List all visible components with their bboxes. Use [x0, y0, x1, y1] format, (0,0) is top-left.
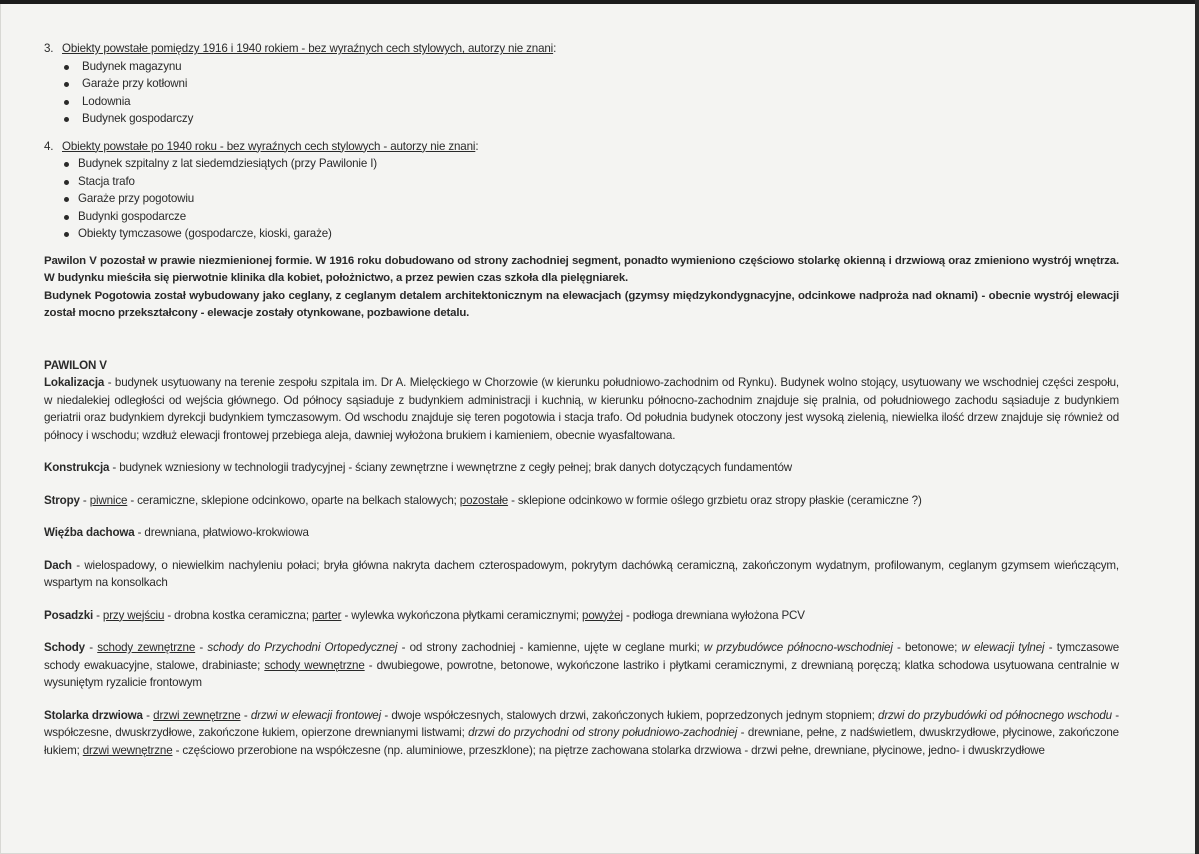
- list-item: Garaże przy kotłowni: [62, 75, 1119, 93]
- list-item: Budynek magazynu: [62, 58, 1119, 76]
- dach-paragraph: Dach - wielospadowy, o niewielkim nachyleniu połaci; bryła główna nakryta dachem czterospadowym, pokrytym dachówką ceramiczną, zakończonym wydatnym, profilowanym, ceglanym gzymsem wieńczącym, wspartym na konsolkach: [44, 558, 1119, 589]
- section-3: [44, 40, 1119, 128]
- konstrukcja-paragraph: Konstrukcja - budynek wzniesiony w technologii tradycyjnej - ściany zewnętrzne i wewnętrzne z cegły pełnej; brak danych dotyczących fundamentów: [44, 461, 792, 474]
- stropy-label: Stropy: [44, 493, 80, 507]
- section-4: [44, 138, 1119, 243]
- section-4-heading-text: Obiekty powstałe po 1940 roku - bez wyraźnych cech stylowych - autorzy nie znani: [62, 139, 476, 153]
- summary-paragraph-2: Budynek Pogotowia został wybudowany jako ceglany, z ceglanym detalem architektonicznym na elewacjach (gzymsy międzykondygnacyjne, odcinkowe nadproża nad oknami) - obecnie wystrój elewacji został mocno przekształcony - elewacje zostały otynkowane, pozbawione detalu.: [44, 289, 1119, 319]
- section-4-number: 4.: [44, 139, 54, 153]
- schody-paragraph: Schody - schody zewnętrzne - schody do Przychodni Ortopedycznej - od strony zachodniej - kamienne, ujęte w ceglane murki; w przybudówce północno-wschodniej - betonowe; w elewacji tylnej - tymczasowe schody ewakuacyjne, stalowe, drabiniaste; schody wewnętrzne - dwubiegowe, powrotne, betonowe, wykończone lastriko i płytkami ceramicznymi, z drewnianą poręczą; klatka schodowa usytuowana centralnie w wysuniętym ryzalicie frontowym: [44, 641, 1119, 689]
- summary-paragraph-1: Pawilon V pozostał w prawie niezmienionej formie. W 1916 roku dobudowano od strony zachodniej segment, ponadto wymieniono częściowo stolarkę okienną i drzwiową oraz zmieniono wystrój wnętrza. W budynku mieściła się pierwotnie klinika dla kobiet, położnictwo, a przez pewien czas szkoła dla pielęgniarek.: [44, 254, 1119, 284]
- schody-label: Schody: [44, 641, 85, 654]
- konstrukcja-label: Konstrukcja: [44, 461, 110, 474]
- list-item: Budynek gospodarczy: [62, 110, 1119, 128]
- wiezba-label: Więźba dachowa: [44, 526, 135, 539]
- section-4-list: [44, 155, 1119, 243]
- lokalizacja-label: Lokalizacja: [44, 376, 105, 389]
- lokalizacja-paragraph: Lokalizacja - budynek usytuowany na terenie zespołu szpitala im. Dr A. Mielęckiego w Chorzowie (w kierunku południowo-zachodnim od Rynku). Budynek wolno stojący, usytuowany we wschodniej części zespołu, w niedalekiej odległości od wejścia głównego. Od północy sąsiaduje z budynkiem administracji i kuchnią, w kierunku północno-zachodnim znajduje się pralnia, od południowego zachodu sąsiaduje z budynkiem geriatrii oraz budynkiem dyrekcji budynkiem tymczasowym. Od wschodu znajduje się teren pogotowia i stacja trafo. Od południa budynek otoczony jest wysoką zielenią, niewielka ilość drzew znajduje się również od północy i wschodu; wzdłuż elewacji frontowej przebiega aleja, dawniej wyłożona brukiem i kamieniem, obecnie wyasfaltowana.: [44, 376, 1119, 442]
- list-item: Stacja trafo: [62, 173, 1119, 191]
- section-4-heading: 4. Obiekty powstałe po 1940 roku - bez wyraźnych cech stylowych - autorzy nie znani:: [44, 138, 1119, 156]
- posadzki-paragraph: Posadzki - przy wejściu - drobna kostka ceramiczna; parter - wylewka wykończona płytkami ceramicznymi; powyżej - podłoga drewniana wyłożona PCV: [44, 608, 805, 622]
- list-item: Budynek szpitalny z lat siedemdziesiątych (przy Pawilonie I): [62, 155, 1119, 173]
- section-3-number: 3.: [44, 42, 54, 55]
- list-item: Lodownia: [62, 93, 1119, 111]
- posadzki-label: Posadzki: [44, 608, 94, 622]
- list-item: Budynki gospodarcze: [62, 208, 1119, 226]
- stropy-paragraph: Stropy - piwnice - ceramiczne, sklepione odcinkowo, oparte na belkach stalowych; pozostałe - sklepione odcinkowo w formie oślego grzbietu oraz stropy płaskie (ceramiczne ?): [44, 493, 922, 507]
- dach-label: Dach: [44, 558, 72, 572]
- stolarka-paragraph: Stolarka drzwiowa - drzwi zewnętrzne - drzwi w elewacji frontowej - dwoje współczesnych, stalowych drzwi, zakończonych łukiem, poprzedzonych jednym stopniem; drzwi do przybudówki od północnego wschodu - współczesne, dwuskrzydłowe, zakończone łukiem, opierzone drewnianymi listwami; drzwi do przychodni od strony południowo-zachodniej - drewniane, pełne, z nadświetlem, dwuskrzydłowe, płycinowe, zakończone łukiem; drzwi wewnętrzne - częściowo przerobione na współczesne (np. aluminiowe, przeszklone); na piętrze zachowana stolarka drzwiowa - drzwi pełne, drewniane, płycinowe, jedno- i dwuskrzydłowe: [44, 708, 1119, 757]
- list-item: Garaże przy pogotowiu: [62, 190, 1119, 208]
- section-3-heading-text: Obiekty powstałe pomiędzy 1916 i 1940 rokiem - bez wyraźnych cech stylowych, autorzy nie znani: [62, 42, 554, 55]
- document-content: [44, 40, 1119, 759]
- scan-top-edge: [0, 0, 1199, 4]
- pawilon-title: PAWILON V: [44, 358, 107, 372]
- scan-right-edge: [1195, 0, 1199, 854]
- summary-block: [44, 253, 1119, 323]
- list-item: Obiekty tymczasowe (gospodarcze, kioski, garaże): [62, 225, 1119, 243]
- section-3-list: [44, 58, 1119, 128]
- section-3-heading: 3. Obiekty powstałe pomiędzy 1916 i 1940 rokiem - bez wyraźnych cech stylowych, autorzy nie znani:: [44, 40, 1119, 58]
- wiezba-paragraph: Więźba dachowa - drewniana, płatwiowo-krokwiowa: [44, 526, 309, 539]
- stolarka-label: Stolarka drzwiowa: [44, 708, 143, 722]
